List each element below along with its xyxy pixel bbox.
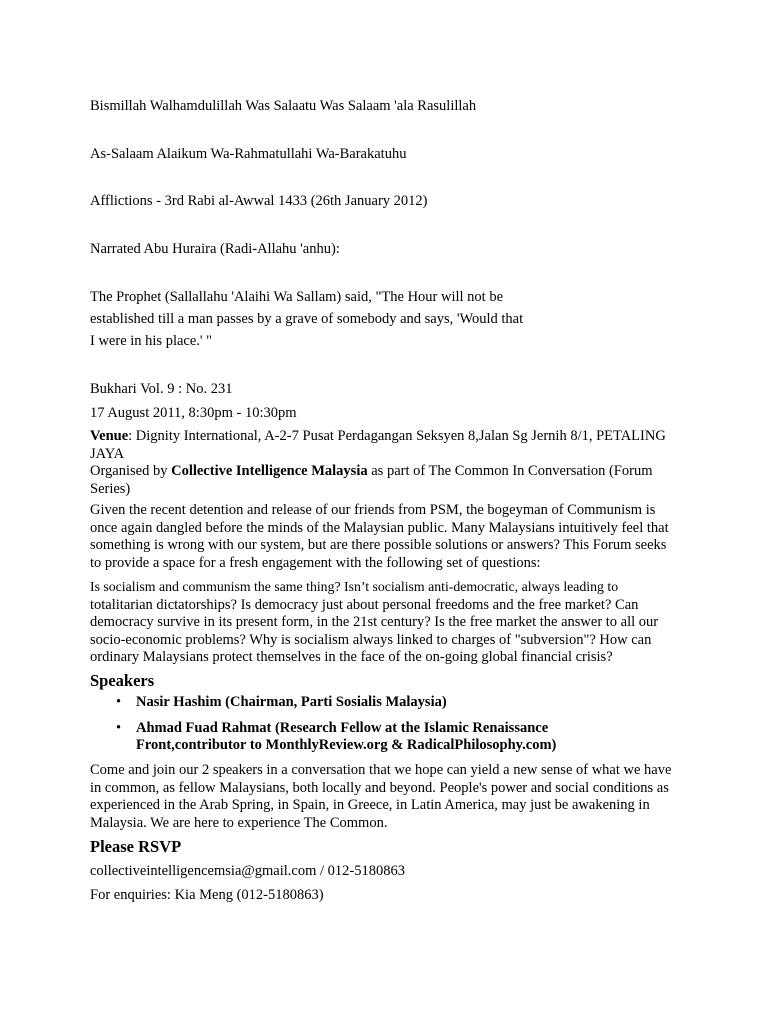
questions-paragraph bbox=[90, 578, 680, 667]
speaker-text: Ahmad Fuad Rahmat (Research Fellow at the Islamic Renaissance Front,contributor to MonthlyReview.org & RadicalPhilosophy.com) bbox=[136, 719, 557, 753]
narrated-line: Narrated Abu Huraira (Radi-Allahu 'anhu): bbox=[90, 241, 340, 257]
speaker-item bbox=[90, 694, 590, 712]
speakers-heading: Speakers bbox=[90, 671, 155, 690]
organiser-paragraph bbox=[90, 463, 680, 498]
rsvp-heading: Please RSVP bbox=[90, 837, 182, 856]
hadith-line-1: The Prophet (Sallallahu 'Alaihi Wa Sallam) said, "The Hour will not be bbox=[90, 289, 504, 305]
venue-paragraph bbox=[90, 428, 680, 463]
hadith-line-3: I were in his place.' " bbox=[90, 333, 213, 349]
enquiries-line: For enquiries: Kia Meng (012-5180863) bbox=[90, 887, 324, 903]
salaam-line: As-Salaam Alaikum Wa-Rahmatullahi Wa-Barakatuhu bbox=[90, 146, 407, 162]
event-datetime: 17 August 2011, 8:30pm - 10:30pm bbox=[90, 405, 297, 421]
venue-text: : Dignity International, A-2-7 Pusat Perdagangan Seksyen 8,Jalan Sg Jernih 8/1, PETALING JAYA bbox=[90, 428, 666, 462]
invite-paragraph: Come and join our 2 speakers in a conversation that we hope can yield a new sense of what we have in common, as fellow Malaysians, both locally and beyond. People's power and social conditions as experienced in the Arab Spring, in Spain, in Greece, in Latin America, may just be awakening in Malaysia. We are here to experience The Common. bbox=[90, 762, 672, 831]
reference-line: Bukhari Vol. 9 : No. 231 bbox=[90, 381, 233, 397]
bismillah-line: Bismillah Walhamdulillah Was Salaatu Was Salaam 'ala Rasulillah bbox=[90, 98, 477, 114]
afflictions-line: Afflictions - 3rd Rabi al-Awwal 1433 (26th January 2012) bbox=[90, 193, 428, 209]
hadith-line-2: established till a man passes by a grave of somebody and says, 'Would that bbox=[90, 311, 524, 327]
questions-rest: totalitarian dictatorships? Is democracy just about personal freedoms and the free market? Can democracy survive in its present form, in the 21st century? Is the free market the answer to all our socio-economic problems? Why is socialism always linked to charges of "subversion"? How can ordinary Malaysians protect themselves in the face of the on-going global financial crisis? bbox=[90, 596, 659, 665]
venue-label: Venue bbox=[90, 428, 129, 444]
speakers-list bbox=[90, 694, 590, 763]
bullet: • bbox=[116, 719, 122, 736]
questions-first-line: Is socialism and communism the same thing? Isn’t socialism anti-democratic, always leading to bbox=[90, 579, 619, 594]
organised-prefix: Organised by bbox=[90, 463, 172, 479]
organiser-name: Collective Intelligence Malaysia bbox=[171, 463, 368, 479]
speaker-text: Nasir Hashim (Chairman, Parti Sosialis Malaysia) bbox=[136, 694, 447, 710]
speaker-item bbox=[90, 720, 590, 755]
bullet: • bbox=[116, 694, 122, 710]
organised-suffix: as part of The Common In Conversation (Forum Series) bbox=[90, 463, 653, 497]
rsvp-contact: collectiveintelligencemsia@gmail.com / 012-5180863 bbox=[90, 863, 405, 879]
intro-paragraph: Given the recent detention and release of our friends from PSM, the bogeyman of Communism is once again dangled before the minds of the Malaysian public. Many Malaysians intuitively feel that something is wrong with our system, but are there possible solutions or answers? This Forum seeks to provide a space for a fresh engagement with the following set of questions: bbox=[90, 502, 669, 571]
